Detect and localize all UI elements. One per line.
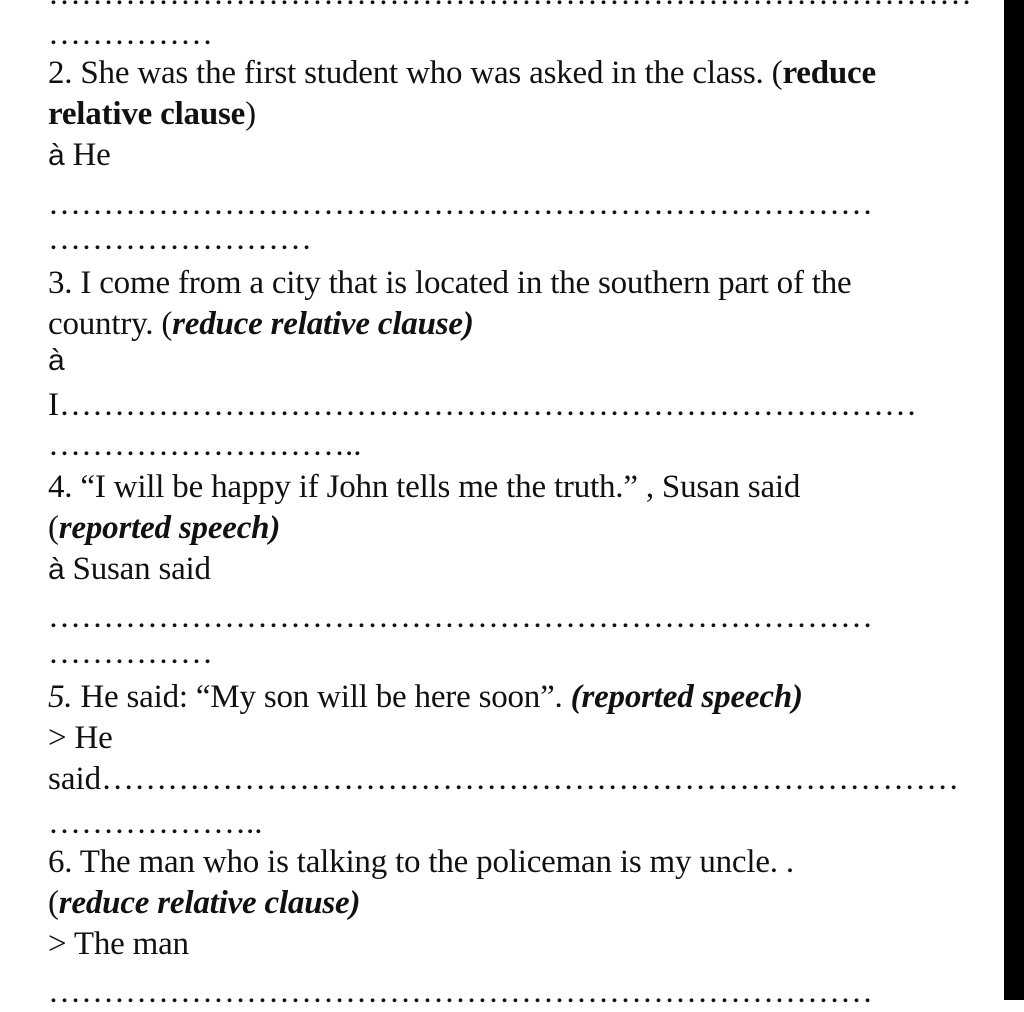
arrow-glyph: à [48,344,65,377]
question-6-line-2: (reduce relative clause) [48,885,361,921]
question-3-answer-line: I…………………………………………………………………… [48,387,917,423]
question-6-answer-prompt: > The man [48,926,189,962]
question-5-answer-prompt: > He [48,720,113,756]
question-2-line-2: relative clause) [48,96,256,132]
question-2-line-1: 2. She was the first student who was asked in the class. (reduce [48,55,876,91]
arrow-glyph: à [48,139,65,172]
question-4-answer-prompt: à Susan said [48,551,211,587]
answer-dots-line [48,0,972,14]
question-5-said-line: said…………………………………………………………………… [48,761,960,797]
question-3-line-1: 3. I come from a city that is located in the southern part of the [48,265,852,301]
question-6-answer-dots: ………………………………………………………………… [48,974,873,1010]
question-2-answer-prompt: à He [48,137,111,173]
question-3-answer-dots-end: ……………………….. [48,427,362,463]
question-4-answer-dots: ………………………………………………………………… [48,599,873,635]
question-6-line-1: 6. The man who is talking to the policeman is my uncle. . [48,844,794,880]
question-2-answer-dots-end: …………………… [48,221,312,257]
question-3-arrow [48,340,65,381]
question-4-answer-dots-end: …………… [48,635,213,671]
right-edge-border [1004,0,1024,1000]
question-2-answer-dots: ………………………………………………………………… [48,186,873,222]
question-4-line-2: (reported speech) [48,510,281,546]
question-4-line-1: 4. “I will be happy if John tells me the truth.” , Susan said [48,469,801,505]
answer-dots-end: …………… [48,16,213,52]
arrow-glyph: à [48,553,65,586]
question-5-line-1: 5. He said: “My son will be here soon”. (reported speech) [48,679,803,715]
question-3-line-2: country. (reduce relative clause) [48,306,474,342]
question-5-answer-dots-end: ……………….. [48,805,263,841]
